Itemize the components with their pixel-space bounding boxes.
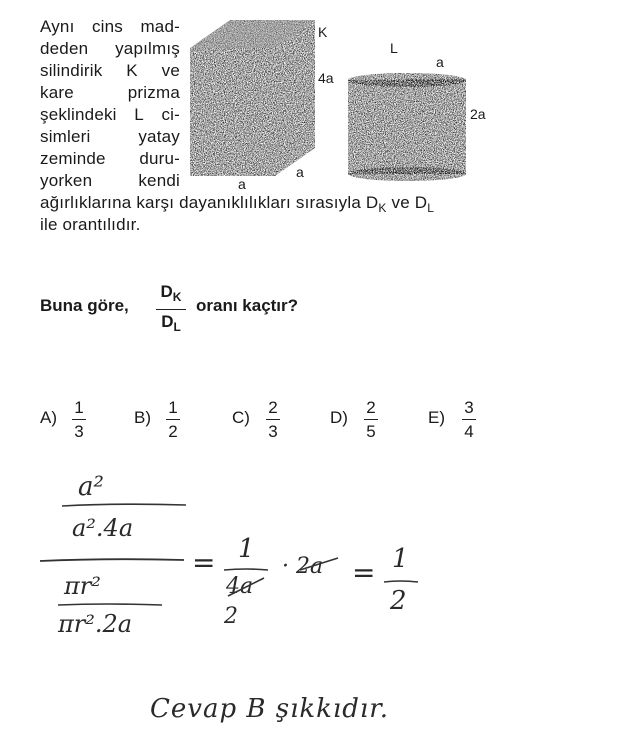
word: duru- — [139, 149, 180, 168]
word: silindirik — [40, 61, 103, 80]
prompt-ratio — [156, 282, 186, 337]
numerator: 3 — [464, 398, 474, 417]
cylinder-label-l: L — [390, 40, 398, 56]
option-d-letter[interactable]: D) — [330, 408, 348, 427]
question-line-3 — [40, 60, 180, 82]
prompt-suffix: oranı kaçtır? — [196, 296, 299, 315]
fraction-bar — [166, 419, 180, 420]
denominator: 3 — [268, 422, 278, 442]
question-line-10 — [40, 214, 141, 236]
option-b-letter[interactable]: B) — [134, 408, 151, 427]
word: mad- — [140, 17, 180, 36]
question-line-4 — [40, 82, 180, 104]
prism-k — [190, 20, 315, 176]
question-line-1 — [40, 16, 180, 38]
denominator: 5 — [366, 422, 376, 442]
word: L — [134, 105, 144, 124]
figure — [180, 8, 500, 208]
word: şeklindeki — [40, 105, 117, 124]
cylinder-bottom — [348, 167, 466, 181]
hw-middle-den-reduced: 2 — [224, 604, 238, 629]
question-line-6 — [40, 126, 180, 148]
cylinder-radius-label: a — [436, 54, 444, 70]
word: kare — [40, 83, 74, 102]
hw-equals-2: = — [352, 556, 376, 589]
denominator: 3 — [74, 422, 84, 442]
fraction-bar — [72, 419, 86, 420]
fraction-bar — [156, 309, 186, 310]
word: kendi — [138, 171, 180, 190]
word: K — [126, 61, 138, 80]
option-a-letter[interactable]: A) — [40, 408, 57, 427]
fraction-bar — [266, 419, 280, 420]
fraction-bar — [462, 419, 476, 420]
hw-answer: Cevap B şıkkıdır. — [150, 694, 390, 724]
hw-bottom-numerator: πr² — [64, 572, 101, 600]
hw-result-fraction-bar — [382, 578, 422, 586]
option-c-letter[interactable]: C) — [232, 408, 250, 427]
prism-label-k: K — [318, 24, 328, 40]
option-d-fraction[interactable] — [364, 398, 378, 441]
word: yorken — [40, 171, 93, 190]
hw-top-numerator: a² — [78, 472, 104, 502]
hw-result-numerator: 1 — [392, 544, 409, 574]
cylinder-height-label: 2a — [470, 106, 486, 122]
hw-equals-1: = — [192, 546, 216, 579]
ratio-denominator: $D_L$ — [161, 312, 181, 335]
hw-result-denominator: 2 — [390, 586, 407, 616]
cylinder-l — [348, 73, 466, 181]
question-line-2 — [40, 38, 180, 60]
word: cins — [91, 17, 123, 36]
question-line-5 — [40, 104, 180, 126]
prism-base-label-1: a — [238, 176, 246, 192]
option-e-fraction[interactable] — [462, 398, 476, 441]
hw-main-fraction-bar — [38, 554, 188, 566]
prism-front-face — [190, 48, 275, 176]
hw-cancel-strike-1 — [224, 572, 268, 602]
hw-bottom-denominator: πr².2a — [58, 610, 133, 638]
numerator: 2 — [268, 398, 278, 417]
option-b-fraction[interactable] — [166, 398, 180, 441]
hw-top-fraction-bar — [60, 500, 190, 510]
hw-top-denominator: a².4a — [72, 514, 134, 542]
word: prizma — [127, 83, 180, 102]
word: deden — [40, 39, 89, 58]
line-text: ile orantılıdır. — [40, 215, 141, 234]
subscript-l: L — [427, 201, 435, 215]
line-text: ve D — [386, 193, 428, 212]
prism-base-label-2: a — [296, 164, 304, 180]
question-line-7 — [40, 148, 180, 170]
line-text: ağırlıklarına karşı dayanıklılıkları sırasıyla D — [40, 193, 379, 212]
subscript-k: K — [378, 201, 387, 215]
question-line-8 — [40, 170, 180, 192]
ratio-numerator: $D_K$ — [160, 282, 182, 304]
word: yapılmış — [115, 39, 180, 58]
option-e-letter[interactable]: E) — [428, 408, 445, 427]
numerator: 1 — [74, 398, 84, 417]
fraction-bar — [364, 419, 378, 420]
hw-bottom-fraction-bar — [56, 600, 166, 610]
prism-height-label: 4a — [318, 70, 334, 86]
hw-middle-numerator: 1 — [238, 534, 255, 564]
word: zeminde — [40, 149, 106, 168]
numerator: 1 — [168, 398, 178, 417]
word: yatay — [138, 127, 180, 146]
option-a-fraction[interactable] — [72, 398, 86, 441]
denominator: 2 — [168, 422, 178, 442]
word: ci- — [161, 105, 180, 124]
cylinder-body — [348, 80, 466, 174]
prompt-prefix: Buna göre, — [40, 296, 129, 315]
hw-middle-denominator: 4a — [226, 574, 254, 599]
hw-cancel-strike-2 — [296, 552, 342, 576]
option-c-fraction[interactable] — [266, 398, 280, 441]
numerator: 2 — [366, 398, 376, 417]
word: simleri — [40, 127, 91, 146]
word: Aynı — [40, 17, 75, 36]
word: ve — [161, 61, 180, 80]
denominator: 4 — [464, 422, 474, 442]
hw-times-2a: · 2a — [282, 554, 324, 579]
